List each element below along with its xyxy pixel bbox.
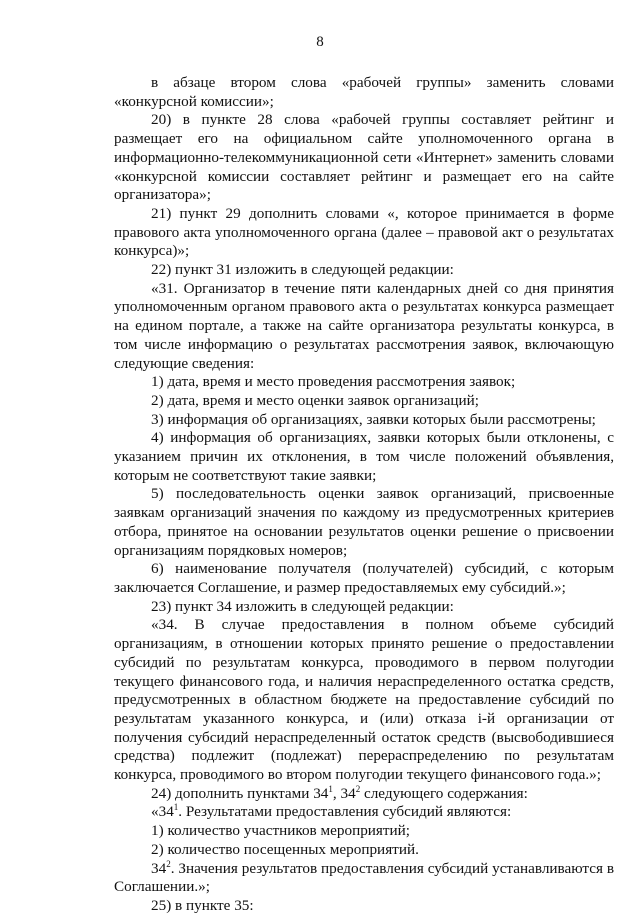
paragraph: 25) в пункте 35: [151,896,254,914]
paragraph-item-34-1: «$34^1$. Результатами предоставления субсидий являются: [151,802,512,821]
paragraph: 3) информация об организациях, заявки которых были рассмотрены; [151,410,596,428]
paragraph: 2) количество посещенных мероприятий. [151,840,419,858]
paragraph: 1) количество участников мероприятий; [151,822,411,840]
paragraph: в абзаце втором слова «рабочей группы» заменить словами «конкурсной комиссии»; [114,74,614,110]
paragraph: 2) дата, время и место оценки заявок организаций; [151,391,480,409]
document-body [114,74,614,916]
paragraph: «34. В случае предоставления в полном объеме субсидий организациям, в отношении которых принято решение о предоставлении субсидий по результатам конкурса, проводимого в первом полугодии текущего финансового года, и наличия нераспределенного остатка средств, предусмотренных в областном бюджете на предоставление субсидий по результатам указанного конкурса, и (или) отказа i-й организации от получения субсидий нераспределенный остаток средств (высвободившиеся средства) подлежит (подлежат) перераспределению по результатам конкурса, проводимого во втором полугодии текущего финансового года.»; [114,616,614,784]
page-number: 8 [316,34,324,50]
paragraph: 6) наименование получателя (получателей) субсидий, с которым заключается Соглашение, и размер предоставляемых ему субсидий.»; [114,560,614,596]
paragraph: 1) дата, время и место проведения рассмотрения заявок; [151,373,516,391]
paragraph: 21) пункт 29 дополнить словами «, которое принимается в форме правового акта уполномоченного органа (далее – правовой акт о результатах конкурса)»; [114,204,614,260]
paragraph: 4) информация об организациях, заявки которых были отклонены, с указанием причин их отклонения, в том числе положений объявления, которым не соответствуют такие заявки; [114,429,614,484]
paragraph-item-34-2: $34^2$. Значения результатов предоставления субсидий устанавливаются в Соглашении.»; [114,858,614,896]
paragraph: 22) пункт 31 изложить в следующей редакции: [151,261,454,279]
paragraph: 23) пункт 34 изложить в следующей редакции: [151,597,454,615]
paragraph-item-24: 24) дополнить пунктами $34^1$, $34^2$ следующего содержания: [151,783,528,802]
paragraph: 5) последовательность оценки заявок организаций, присвоенные заявкам организаций значения по каждому из предусмотренных критериев отбора, принятое на основании результатов оценки решение о присвоении организациям порядковых номеров; [114,485,614,559]
paragraph: «31. Организатор в течение пяти календарных дней со дня принятия уполномоченным органом правового акта о результатах конкурса размещает на едином портале, а также на сайте организатора результаты конкурса, в том числе информацию о результатах рассмотрения заявок, включающую следующие сведения: [114,279,614,372]
paragraph: 20) в пункте 28 слова «рабочей группы составляет рейтинг и размещает его на официальном сайте уполномоченного органа в информационно-телекоммуникационной сети «Интернет» заменить словами «конкурсной комиссии составляет рейтинг и размещает его на сайте организатора»; [114,111,614,204]
